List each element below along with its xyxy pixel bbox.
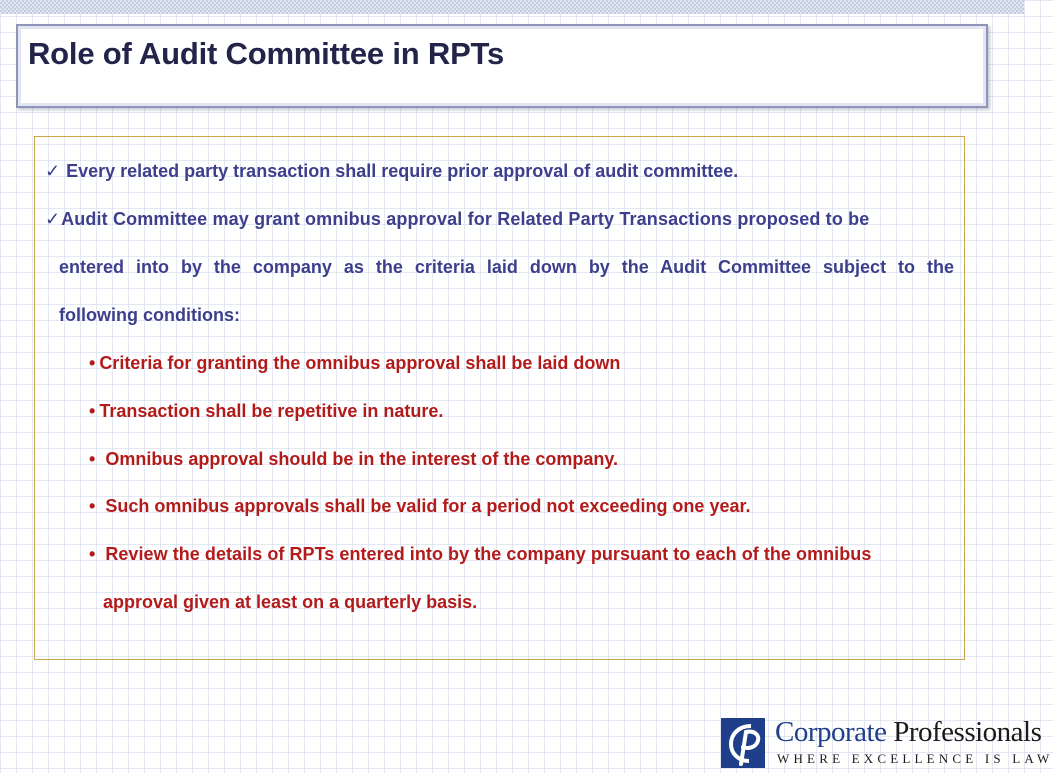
point-2-line-1-text: Audit Committee may grant omnibus approval for Related Party Transactions proposed to be	[61, 209, 870, 229]
condition-text: Transaction shall be repetitive in nature.	[99, 401, 444, 421]
bullet-icon: •	[89, 449, 96, 469]
logo-tagline: WHERE EXCELLENCE IS LAW	[777, 751, 1053, 766]
condition-item	[89, 353, 620, 374]
title-bar	[16, 24, 988, 108]
condition-text: Criteria for granting the omnibus approval shall be laid down	[99, 353, 621, 373]
company-logo	[721, 716, 1053, 768]
condition-item	[89, 401, 443, 422]
top-decorative-strip	[0, 0, 1024, 14]
logo-name-part-2: Professionals	[893, 716, 1042, 748]
logo-name-part-1: Corporate	[775, 716, 887, 748]
condition-item	[89, 449, 618, 470]
checkmark-icon: ✓	[45, 209, 61, 229]
point-2-line-2: entered into by the company as the criteria laid down by the Audit Committee subject to the	[59, 257, 954, 277]
checkmark-icon: ✓	[45, 161, 61, 181]
content-box	[34, 136, 965, 660]
cp-logo-graphic	[721, 718, 765, 768]
point-2-line-1	[45, 209, 955, 230]
cp-logo-icon	[721, 718, 765, 768]
condition-item	[89, 544, 871, 565]
bullet-icon: •	[89, 353, 96, 373]
slide-title: Role of Audit Committee in RPTs	[28, 36, 505, 71]
bullet-icon: •	[89, 544, 96, 564]
logo-wordmark	[775, 716, 1041, 749]
condition-text: Omnibus approval should be in the interest of the company.	[105, 449, 619, 469]
point-1-text: Every related party transaction shall require prior approval of audit committee.	[66, 161, 739, 181]
condition-continuation: approval given at least on a quarterly basis.	[103, 592, 478, 612]
condition-text: Review the details of RPTs entered into by the company pursuant to each of the omnibus	[105, 544, 872, 564]
bullet-icon: •	[89, 496, 96, 516]
condition-item	[89, 496, 750, 517]
point-2-line-3: following conditions:	[59, 305, 240, 325]
condition-text: Such omnibus approvals shall be valid for a period not exceeding one year.	[105, 496, 751, 516]
bullet-icon: •	[89, 401, 96, 421]
point-1	[45, 161, 738, 182]
